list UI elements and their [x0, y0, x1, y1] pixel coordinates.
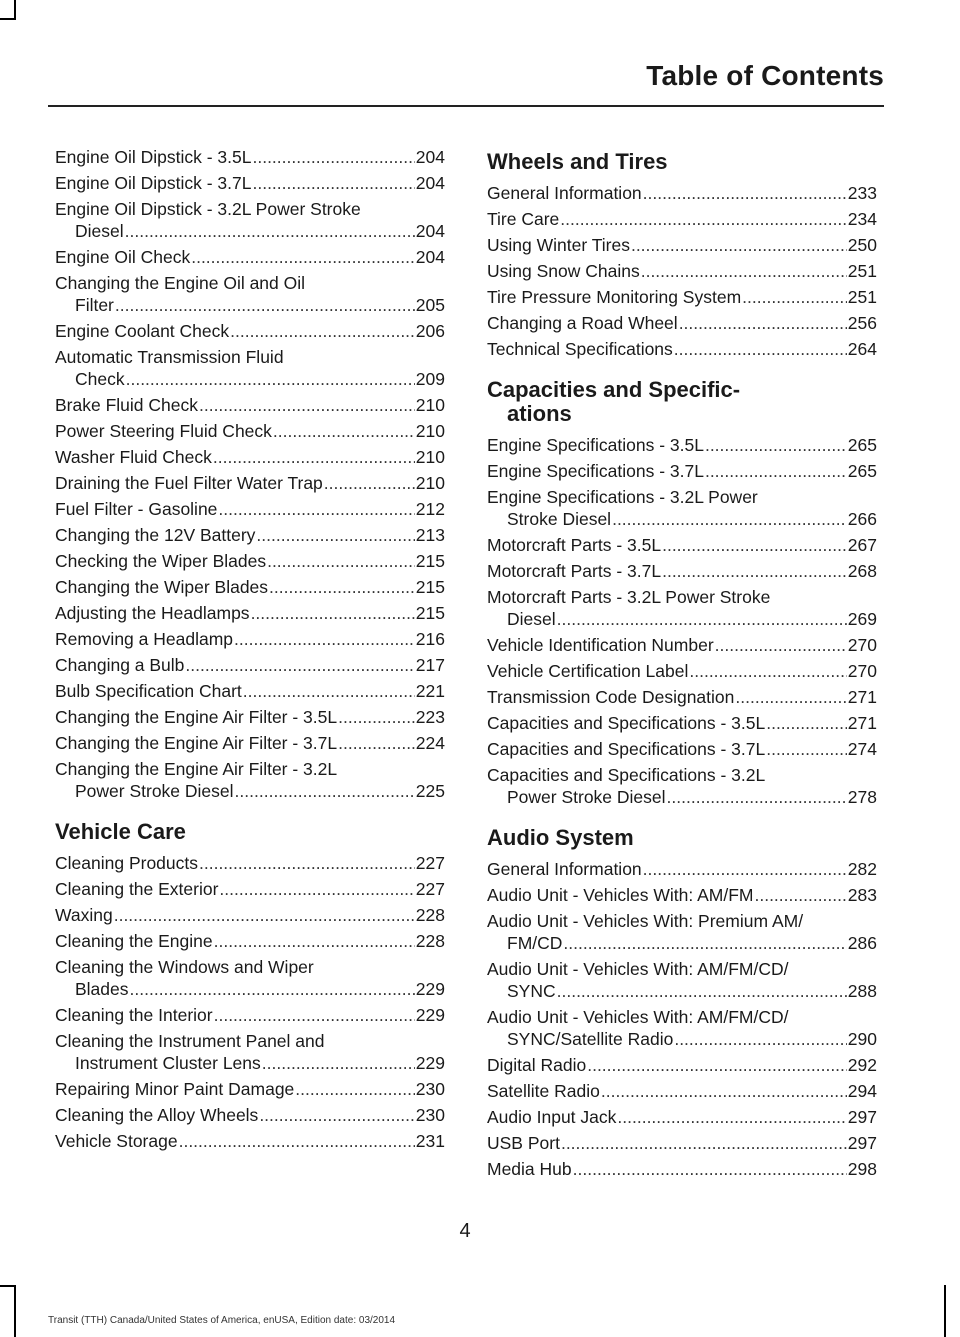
- toc-entry-title: Changing the Engine Air Filter - 3.7L: [55, 733, 338, 753]
- toc-entry[interactable]: [487, 712, 877, 734]
- toc-entry[interactable]: [55, 1104, 445, 1126]
- toc-entry-page: 206: [415, 321, 445, 341]
- toc-entry-title: Cleaning Products: [55, 853, 198, 873]
- toc-entry-page: 210: [415, 473, 445, 493]
- toc-leader-dots: [269, 576, 415, 598]
- toc-entry-multiline[interactable]: [55, 1030, 445, 1074]
- toc-entry-title: Bulb Specification Chart: [55, 681, 242, 701]
- toc-entry-title: General Information: [487, 183, 642, 203]
- toc-entry-multiline[interactable]: [55, 346, 445, 390]
- toc-entry-page: 205: [415, 295, 445, 315]
- crop-mark: [14, 1285, 16, 1337]
- toc-leader-dots: [754, 884, 846, 906]
- toc-leader-dots: [561, 1132, 847, 1154]
- toc-entry[interactable]: [55, 294, 445, 316]
- toc-entry-title: Changing the 12V Battery: [55, 525, 256, 545]
- toc-entry-title: Satellite Radio: [487, 1081, 600, 1101]
- toc-entry[interactable]: [55, 878, 445, 900]
- toc-entry[interactable]: [55, 680, 445, 702]
- toc-entry[interactable]: [55, 368, 445, 390]
- toc-leader-dots: [679, 312, 847, 334]
- toc-leader-dots: [617, 1106, 846, 1128]
- toc-entry-title: Engine Specifications - 3.5L: [487, 435, 704, 455]
- toc-entry[interactable]: [487, 884, 877, 906]
- toc-leader-dots: [218, 498, 414, 520]
- toc-leader-dots: [766, 738, 847, 760]
- toc-leader-dots: [674, 338, 847, 360]
- toc-entry-title: Capacities and Specifications - 3.7L: [487, 739, 766, 759]
- toc-leader-dots: [213, 446, 415, 468]
- toc-entry[interactable]: [487, 560, 877, 582]
- toc-entry-page: 297: [847, 1107, 877, 1127]
- toc-entry-title: Motorcraft Parts - 3.7L: [487, 561, 662, 581]
- toc-entry-title: SYNC/Satellite Radio: [507, 1029, 674, 1049]
- toc-entry[interactable]: [487, 738, 877, 760]
- toc-leader-dots: [643, 182, 847, 204]
- toc-entry[interactable]: [487, 1158, 877, 1180]
- toc-entry-title: Using Winter Tires: [487, 235, 630, 255]
- toc-entry-title: Brake Fluid Check: [55, 395, 198, 415]
- toc-entry-title: Power Steering Fluid Check: [55, 421, 272, 441]
- toc-entry-page: 265: [847, 435, 877, 455]
- toc-entry-title: Blades: [75, 979, 129, 999]
- toc-leader-dots: [715, 634, 847, 656]
- toc-leader-dots: [662, 560, 847, 582]
- toc-entry-title: Engine Oil Dipstick - 3.7L: [55, 173, 252, 193]
- toc-entry[interactable]: [487, 1132, 877, 1154]
- toc-entry[interactable]: [487, 686, 877, 708]
- toc-entry-title: Vehicle Storage: [55, 1131, 178, 1151]
- toc-entry-title-line1: Cleaning the Windows and Wiper: [55, 957, 314, 977]
- toc-entry[interactable]: [487, 1054, 877, 1076]
- toc-leader-dots: [641, 260, 847, 282]
- toc-entry-page: 210: [415, 447, 445, 467]
- toc-right-column: [487, 146, 877, 1184]
- toc-entry-page: 251: [847, 287, 877, 307]
- toc-leader-dots: [256, 524, 414, 546]
- toc-leader-dots: [214, 1004, 415, 1026]
- footer-text: Transit (TTH) Canada/United States of America, enUSA, Edition date: 03/2014: [48, 1315, 396, 1326]
- toc-entry-title-line1: Audio Unit - Vehicles With: AM/FM/CD/: [487, 959, 789, 979]
- toc-entry-title: Changing the Wiper Blades: [55, 577, 269, 597]
- toc-entry-page: 294: [847, 1081, 877, 1101]
- toc-entry-multiline[interactable]: [487, 764, 877, 808]
- toc-leader-dots: [338, 732, 415, 754]
- toc-entry[interactable]: [487, 786, 877, 808]
- toc-leader-dots: [563, 932, 846, 954]
- toc-entry[interactable]: [55, 550, 445, 572]
- toc-entry-page: 215: [415, 603, 445, 623]
- toc-leader-dots: [689, 660, 846, 682]
- toc-entry-page: 216: [415, 629, 445, 649]
- toc-entry-multiline[interactable]: [487, 586, 877, 630]
- toc-entry-page: 251: [847, 261, 877, 281]
- toc-leader-dots: [199, 394, 415, 416]
- toc-entry-title: Cleaning the Alloy Wheels: [55, 1105, 259, 1125]
- toc-leader-dots: [612, 508, 847, 530]
- toc-entry-title: Media Hub: [487, 1159, 572, 1179]
- toc-leader-dots: [230, 320, 415, 342]
- toc-leader-dots: [114, 904, 415, 926]
- toc-entry-page: 286: [847, 933, 877, 953]
- toc-leader-dots: [235, 780, 415, 802]
- toc-entry-page: 292: [847, 1055, 877, 1075]
- toc-entry-title: Instrument Cluster Lens: [75, 1053, 261, 1073]
- toc-entry-title: Power Stroke Diesel: [75, 781, 234, 801]
- toc-entry[interactable]: [55, 930, 445, 952]
- toc-entry-title-line1: Motorcraft Parts - 3.2L Power Stroke: [487, 587, 771, 607]
- toc-entry-title: Removing a Headlamp: [55, 629, 234, 649]
- toc-entry[interactable]: [55, 780, 445, 802]
- toc-leader-dots: [643, 858, 847, 880]
- toc-entry-page: 270: [847, 661, 877, 681]
- toc-entry[interactable]: [487, 338, 877, 360]
- toc-entry[interactable]: [55, 220, 445, 242]
- toc-entry-page: 223: [415, 707, 445, 727]
- toc-entry-title: Vehicle Certification Label: [487, 661, 689, 681]
- toc-entry[interactable]: [487, 312, 877, 334]
- toc-entry-page: 204: [415, 247, 445, 267]
- toc-entry[interactable]: [487, 434, 877, 456]
- toc-entry[interactable]: [55, 498, 445, 520]
- toc-entry-page: 221: [415, 681, 445, 701]
- toc-entry-title: Engine Coolant Check: [55, 321, 230, 341]
- toc-entry-title-line1: Changing the Engine Oil and Oil: [55, 273, 306, 293]
- toc-entry-page: 271: [847, 687, 877, 707]
- toc-entry[interactable]: [487, 460, 877, 482]
- toc-entry[interactable]: [487, 260, 877, 282]
- toc-entry[interactable]: [55, 732, 445, 754]
- toc-entry-title-line1: Audio Unit - Vehicles With: AM/FM/CD/: [487, 1007, 789, 1027]
- toc-entry-page: 227: [415, 853, 445, 873]
- toc-entry-page: 270: [847, 635, 877, 655]
- toc-leader-dots: [126, 368, 415, 390]
- toc-entry-multiline[interactable]: [55, 198, 445, 242]
- toc-entry[interactable]: [55, 1052, 445, 1074]
- toc-leader-dots: [234, 628, 415, 650]
- toc-entry-page: 204: [415, 173, 445, 193]
- toc-entry-title: Diesel: [507, 609, 556, 629]
- toc-entry-title: Audio Input Jack: [487, 1107, 617, 1127]
- toc-entry-page: 228: [415, 931, 445, 951]
- toc-leader-dots: [243, 680, 415, 702]
- toc-entry[interactable]: [55, 628, 445, 650]
- toc-entry-title: Digital Radio: [487, 1055, 587, 1075]
- toc-entry[interactable]: [55, 602, 445, 624]
- toc-entry-title-line1: Capacities and Specifications - 3.2L: [487, 765, 766, 785]
- toc-entry-page: 256: [847, 313, 877, 333]
- toc-leader-dots: [179, 1130, 415, 1152]
- toc-entry-title-line1: Cleaning the Instrument Panel and: [55, 1031, 325, 1051]
- toc-entry[interactable]: [55, 978, 445, 1000]
- toc-leader-dots: [560, 208, 847, 230]
- toc-leader-dots: [324, 472, 415, 494]
- toc-entry-page: 297: [847, 1133, 877, 1153]
- toc-section-heading: [487, 378, 877, 426]
- toc-leader-dots: [273, 420, 415, 442]
- toc-entry-title: Stroke Diesel: [507, 509, 612, 529]
- toc-entry-page: 266: [847, 509, 877, 529]
- toc-entry[interactable]: [55, 446, 445, 468]
- toc-entry-title: Changing the Engine Air Filter - 3.5L: [55, 707, 338, 727]
- toc-leader-dots: [262, 1052, 415, 1074]
- toc-entry[interactable]: [487, 932, 877, 954]
- toc-entry-title-line1: Engine Oil Dipstick - 3.2L Power Stroke: [55, 199, 361, 219]
- toc-entry-title: Engine Oil Check: [55, 247, 191, 267]
- toc-entry-page: 290: [847, 1029, 877, 1049]
- toc-entry-title: Fuel Filter - Gasoline: [55, 499, 218, 519]
- toc-entry-title-line1: Changing the Engine Air Filter - 3.2L: [55, 759, 338, 779]
- toc-entry[interactable]: [487, 286, 877, 308]
- toc-entry-title: Filter: [75, 295, 114, 315]
- toc-leader-dots: [219, 878, 414, 900]
- toc-leader-dots: [338, 706, 415, 728]
- toc-entry-page: 230: [415, 1105, 445, 1125]
- toc-entry-title: Audio Unit - Vehicles With: AM/FM: [487, 885, 754, 905]
- toc-entry[interactable]: [487, 534, 877, 556]
- toc-leader-dots: [191, 246, 415, 268]
- crop-mark: [944, 1285, 946, 1337]
- toc-entry-multiline[interactable]: [55, 272, 445, 316]
- toc-entry[interactable]: [55, 1004, 445, 1026]
- toc-entry[interactable]: [487, 1028, 877, 1050]
- toc-leader-dots: [125, 220, 415, 242]
- toc-leader-dots: [601, 1080, 847, 1102]
- toc-leader-dots: [766, 712, 847, 734]
- toc-entry-page: 212: [415, 499, 445, 519]
- toc-entry[interactable]: [55, 576, 445, 598]
- toc-leader-dots: [252, 172, 414, 194]
- toc-section-heading-line2: ations: [507, 401, 572, 426]
- toc-entry-page: 229: [415, 1005, 445, 1025]
- toc-entry-page: 229: [415, 1053, 445, 1073]
- toc-entry-title: General Information: [487, 859, 642, 879]
- toc-leader-dots: [295, 1078, 415, 1100]
- toc-entry[interactable]: [55, 706, 445, 728]
- page-number: 4: [459, 1220, 471, 1242]
- toc-entry[interactable]: [487, 182, 877, 204]
- toc-entry-page: 213: [415, 525, 445, 545]
- toc-leader-dots: [252, 146, 414, 168]
- toc-entry[interactable]: [487, 634, 877, 656]
- toc-entry-title: Capacities and Specifications - 3.5L: [487, 713, 766, 733]
- toc-leader-dots: [130, 978, 415, 1000]
- toc-entry-page: 282: [847, 859, 877, 879]
- toc-entry-page: 225: [415, 781, 445, 801]
- toc-section-heading: Vehicle Care: [55, 819, 186, 844]
- toc-entry-title: Waxing: [55, 905, 113, 925]
- toc-entry-title: Technical Specifications: [487, 339, 673, 359]
- toc-entry-page: 298: [847, 1159, 877, 1179]
- toc-leader-dots: [214, 930, 415, 952]
- toc-entry-page: 228: [415, 905, 445, 925]
- toc-entry-page: 278: [847, 787, 877, 807]
- toc-entry-title: FM/CD: [507, 933, 563, 953]
- toc-entry-title: Power Stroke Diesel: [507, 787, 666, 807]
- toc-entry[interactable]: [55, 852, 445, 874]
- toc-leader-dots: [557, 608, 847, 630]
- toc-leader-dots: [735, 686, 846, 708]
- toc-entry-title: Repairing Minor Paint Damage: [55, 1079, 295, 1099]
- toc-section-heading: Wheels and Tires: [487, 149, 668, 174]
- toc-entry-title: Motorcraft Parts - 3.5L: [487, 535, 662, 555]
- toc-leader-dots: [674, 1028, 846, 1050]
- toc-entry-page: 209: [415, 369, 445, 389]
- toc-entry[interactable]: [487, 208, 877, 230]
- toc-section-heading-line1: Capacities and Specific-: [487, 377, 741, 402]
- toc-entry-page: 217: [415, 655, 445, 675]
- toc-entry-title: Engine Oil Dipstick - 3.5L: [55, 147, 252, 167]
- toc-entry-title: Tire Care: [487, 209, 560, 229]
- toc-leader-dots: [662, 534, 847, 556]
- toc-entry-page: 224: [415, 733, 445, 753]
- toc-entry[interactable]: [55, 1078, 445, 1100]
- toc-entry-page: 267: [847, 535, 877, 555]
- toc-entry-title-line1: Automatic Transmission Fluid: [55, 347, 284, 367]
- toc-entry-title: Washer Fluid Check: [55, 447, 212, 467]
- toc-entry[interactable]: [487, 508, 877, 530]
- crop-mark: [0, 1285, 16, 1287]
- toc-entry-title: Draining the Fuel Filter Water Trap: [55, 473, 323, 493]
- toc-entry-page: 230: [415, 1079, 445, 1099]
- toc-entry[interactable]: [487, 858, 877, 880]
- toc-entry-title: Adjusting the Headlamps: [55, 603, 250, 623]
- toc-entry[interactable]: [55, 394, 445, 416]
- toc-entry-page: 264: [847, 339, 877, 359]
- toc-entry-page: 204: [415, 221, 445, 241]
- toc-leader-dots: [251, 602, 415, 624]
- toc-leader-dots: [705, 434, 847, 456]
- toc-entry[interactable]: [55, 1130, 445, 1152]
- toc-entry-title: Diesel: [75, 221, 124, 241]
- toc-entry-page: 234: [847, 209, 877, 229]
- toc-entry[interactable]: [55, 320, 445, 342]
- toc-entry-title: Using Snow Chains: [487, 261, 640, 281]
- header-divider: [48, 105, 884, 107]
- toc-entry[interactable]: [55, 524, 445, 546]
- toc-left-column: [55, 146, 445, 1156]
- crop-mark: [14, 0, 16, 20]
- toc-entry[interactable]: [55, 904, 445, 926]
- toc-entry-title: Transmission Code Designation: [487, 687, 735, 707]
- toc-entry-multiline[interactable]: [487, 910, 877, 954]
- toc-leader-dots: [742, 286, 847, 308]
- toc-entry-page: 268: [847, 561, 877, 581]
- toc-entry-page: 233: [847, 183, 877, 203]
- toc-entry-title: Cleaning the Exterior: [55, 879, 219, 899]
- toc-entry-page: 265: [847, 461, 877, 481]
- toc-entry-multiline[interactable]: [55, 956, 445, 1000]
- toc-leader-dots: [267, 550, 415, 572]
- toc-entry-multiline[interactable]: [487, 1006, 877, 1050]
- toc-entry-page: 215: [415, 551, 445, 571]
- toc-leader-dots: [115, 294, 415, 316]
- toc-entry-page: 271: [847, 713, 877, 733]
- toc-entry-title: Vehicle Identification Number: [487, 635, 714, 655]
- toc-entry[interactable]: [487, 980, 877, 1002]
- toc-entry[interactable]: [55, 172, 445, 194]
- toc-entry-page: 250: [847, 235, 877, 255]
- toc-leader-dots: [667, 786, 847, 808]
- toc-leader-dots: [631, 234, 847, 256]
- toc-entry-page: 215: [415, 577, 445, 597]
- toc-entry-title-line1: Audio Unit - Vehicles With: Premium AM/: [487, 911, 804, 931]
- toc-entry-title: SYNC: [507, 981, 556, 1001]
- toc-entry[interactable]: [55, 472, 445, 494]
- toc-entry-page: 231: [415, 1131, 445, 1151]
- toc-entry-title-line1: Engine Specifications - 3.2L Power: [487, 487, 758, 507]
- toc-entry-multiline[interactable]: [487, 486, 877, 530]
- toc-entry-page: 210: [415, 395, 445, 415]
- toc-entry[interactable]: [55, 146, 445, 168]
- toc-entry-title: Tire Pressure Monitoring System: [487, 287, 742, 307]
- toc-entry-title: Cleaning the Engine: [55, 931, 213, 951]
- toc-entry-title: USB Port: [487, 1133, 560, 1153]
- toc-section-heading: Audio System: [487, 825, 634, 850]
- toc-entry-multiline[interactable]: [55, 758, 445, 802]
- toc-entry-page: 227: [415, 879, 445, 899]
- toc-entry-title: Checking the Wiper Blades: [55, 551, 267, 571]
- toc-entry-page: 274: [847, 739, 877, 759]
- toc-entry-page: 288: [847, 981, 877, 1001]
- toc-entry-title: Cleaning the Interior: [55, 1005, 213, 1025]
- toc-leader-dots: [259, 1104, 414, 1126]
- toc-entry[interactable]: [487, 1106, 877, 1128]
- toc-entry-multiline[interactable]: [487, 958, 877, 1002]
- toc-entry-page: 283: [847, 885, 877, 905]
- toc-entry[interactable]: [55, 654, 445, 676]
- toc-entry-title: Engine Specifications - 3.7L: [487, 461, 704, 481]
- toc-entry[interactable]: [487, 234, 877, 256]
- toc-entry[interactable]: [55, 246, 445, 268]
- toc-leader-dots: [705, 460, 847, 482]
- toc-entry-page: 204: [415, 147, 445, 167]
- toc-leader-dots: [185, 654, 414, 676]
- toc-entry[interactable]: [487, 1080, 877, 1102]
- toc-leader-dots: [573, 1158, 847, 1180]
- crop-mark: [0, 18, 16, 20]
- toc-entry-page: 269: [847, 609, 877, 629]
- toc-entry-title: Changing a Road Wheel: [487, 313, 678, 333]
- toc-entry[interactable]: [55, 420, 445, 442]
- toc-leader-dots: [557, 980, 847, 1002]
- toc-entry-title: Check: [75, 369, 125, 389]
- toc-leader-dots: [587, 1054, 847, 1076]
- toc-entry-title: Changing a Bulb: [55, 655, 185, 675]
- toc-leader-dots: [199, 852, 415, 874]
- toc-entry-page: 229: [415, 979, 445, 999]
- page-title: Table of Contents: [646, 60, 884, 91]
- toc-entry[interactable]: [487, 608, 877, 630]
- toc-entry-page: 210: [415, 421, 445, 441]
- toc-entry[interactable]: [487, 660, 877, 682]
